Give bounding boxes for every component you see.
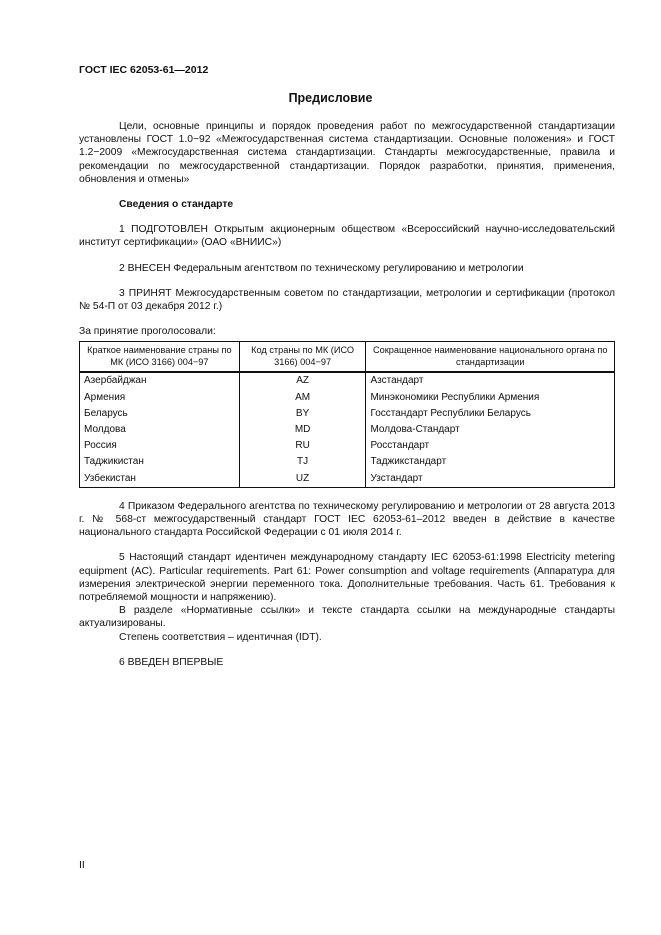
code-cell: AM [239, 390, 366, 406]
item-6: 6 ВВЕДЕН ВПЕРВЫЕ [119, 656, 224, 668]
country-cell: Узбекистан [80, 471, 240, 488]
table-header-organ: Сокращенное наименование национального органа по стандартизации [366, 342, 615, 373]
country-cell: Таджикистан [80, 454, 240, 470]
page-title: Предисловие [288, 91, 373, 105]
table-header-row [80, 342, 615, 373]
code-cell: RU [239, 438, 366, 454]
item-5-degree: Степень соответствия – идентичная (IDT). [119, 631, 322, 643]
table-row [80, 406, 615, 422]
country-cell: Россия [80, 438, 240, 454]
code-cell: UZ [239, 471, 366, 488]
organ-cell: Минэкономики Республики Армения [366, 390, 615, 406]
table-row [80, 372, 615, 389]
organ-cell: Таджикстандарт [366, 454, 615, 470]
organ-cell: Азстандарт [366, 372, 615, 389]
item-3: 3 ПРИНЯТ Межгосударственным советом по стандартизации, метрологии и сертификации (протокол № 54-П от 03 декабря 2012 г.) [79, 287, 615, 313]
organ-cell: Узстандарт [366, 471, 615, 488]
intro-paragraph: Цели, основные принципы и порядок проведения работ по межгосударственной стандартизации установлены ГОСТ 1.0−92 «Межгосударственная система стандартизации. Основные положения» и ГОСТ 1.2−2009 «Межгосударственная система стандартизации. Стандарты межгосударственные, правила и рекомендации по межгосударственной стандартизации. Порядок разработки, принятия, применения, обновления и отмены» [79, 121, 615, 185]
item-2: 2 ВНЕСЕН Федеральным агентством по техническому регулированию и метрологии [119, 262, 524, 274]
code-cell: AZ [239, 372, 366, 389]
item-4: 4 Приказом Федерального агентства по техническому регулированию и метрологии от 28 августа 2013 г. № 568-ст межгосударственный стандарт ГОСТ IEC 62053-61–2012 введен в действие в качестве национального стандарта Российской Федерации с 01 июля 2014 г. [79, 500, 615, 539]
organ-cell: Росстандарт [366, 438, 615, 454]
item-5-references: В разделе «Нормативные ссылки» и тексте стандарта ссылки на международные стандарты актуализированы. [79, 605, 615, 630]
code-cell: TJ [239, 454, 366, 470]
countries-table [79, 341, 615, 487]
country-cell: Азербайджан [80, 372, 240, 389]
table-row [80, 438, 615, 454]
organ-cell: Госстандарт Республики Беларусь [366, 406, 615, 422]
item-5: 5 Настоящий стандарт идентичен международному стандарту IEC 62053-61:1998 Electricity metering equipment (AC). Particular requirements. Part 61: Power consumption and voltage requirements (Аппаратура для измерения электрической энергии переменного тока. Дополнительные требования. Часть 61. Требования к потребляемой мощности и напряжению). [79, 552, 615, 604]
voted-label: За принятие проголосовали: [79, 326, 216, 338]
page-number: II [79, 859, 85, 871]
code-cell: BY [239, 406, 366, 422]
code-cell: MD [239, 422, 366, 438]
country-cell: Беларусь [80, 406, 240, 422]
section-title: Сведения о стандарте [119, 199, 234, 211]
table-row [80, 390, 615, 406]
document-body [79, 120, 615, 669]
organ-cell: Молдова-Стандарт [366, 422, 615, 438]
country-cell: Армения [80, 390, 240, 406]
table-header-code: Код страны по МК (ИСО 3166) 004−97 [239, 342, 366, 373]
item-1: 1 ПОДГОТОВЛЕН Открытым акционерным обществом «Всероссийский научно-исследовательский институт сертификации» (ОАО «ВНИИС») [79, 224, 615, 249]
table-row [80, 454, 615, 470]
document-header: ГОСТ IEC 62053-61—2012 [79, 64, 209, 76]
table-row [80, 471, 615, 488]
table-row [80, 422, 615, 438]
table-header-country: Краткое наименование страны по МК (ИСО 3166) 004−97 [80, 342, 240, 373]
country-cell: Молдова [80, 422, 240, 438]
